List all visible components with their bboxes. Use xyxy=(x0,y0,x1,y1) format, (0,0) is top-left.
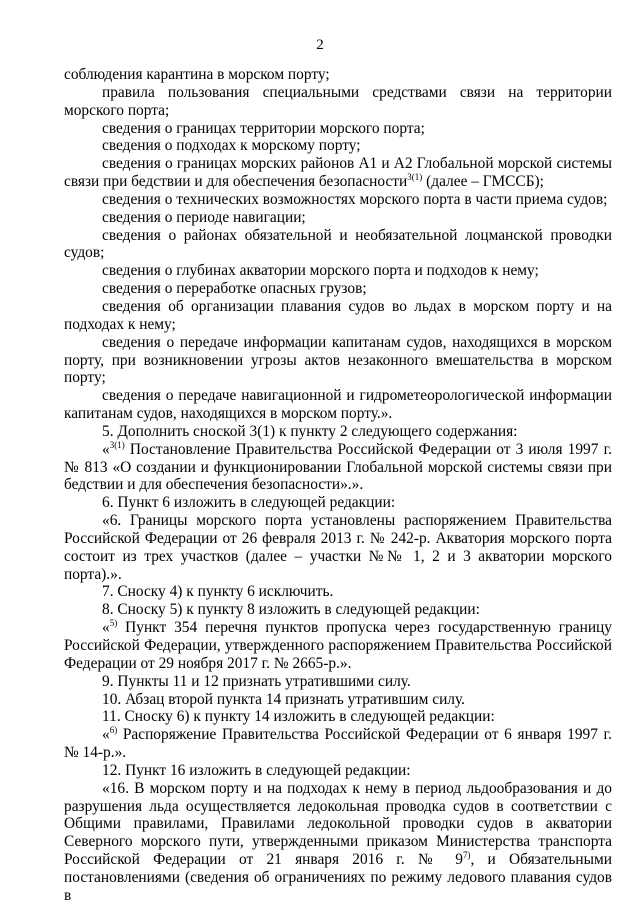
paragraph: сведения о передаче информации капитанам судов, находящихся в морском порту, при возникновении угрозы актов незаконного вмешательства в морском порту; xyxy=(64,333,612,387)
paragraph: сведения об организации плавания судов во льдах в морском порту и на подходах к нему; xyxy=(64,297,612,333)
footnote-ref: 3(1) xyxy=(407,172,423,183)
paragraph: сведения о технических возможностях морского порта в части приема судов; xyxy=(102,190,608,208)
paragraph-text: Распоряжение Правительства Российской Федерации от 6 января 1997 г. № 14-р.». xyxy=(64,726,612,762)
footnote-ref: 5) xyxy=(109,618,118,629)
paragraph-text: (далее – ГМССБ); xyxy=(422,173,544,191)
paragraph-text: сведения о границах морских районов А1 и А2 Глобальной морской системы связи при бедствии и для обеспечения безопасности xyxy=(64,155,612,191)
footnote-ref: 7) xyxy=(462,850,471,861)
paragraph: 7. Сноску 4) к пункту 6 исключить. xyxy=(102,583,334,601)
paragraph-text: « xyxy=(102,726,110,744)
paragraph xyxy=(64,619,612,673)
paragraph: сведения о границах территории морского порта; xyxy=(102,119,425,137)
paragraph-text: Пункт 354 перечня пунктов пропуска через государственную границу Российской Федерации, утвержденного распоряжением Правительства Российской Федерации от 29 ноября 2017 г. № 2665-р.». xyxy=(64,619,612,672)
paragraph xyxy=(64,441,612,495)
footnote-ref: 3(1) xyxy=(109,439,125,450)
page-number: 2 xyxy=(316,37,324,53)
paragraph xyxy=(64,780,612,905)
paragraph: сведения о подходах к морскому порту; xyxy=(102,137,361,155)
paragraph-text: Постановление Правительства Российской Федерации от 3 июля 1997 г. № 813 «О создании и функционировании Глобальной морской системы связи при бедствии и для обеспечения безопасности».». xyxy=(64,440,612,494)
paragraph: 12. Пункт 16 изложить в следующей редакции: xyxy=(102,761,411,779)
paragraph: сведения о глубинах акватории морского порта и подходов к нему; xyxy=(102,262,539,280)
footnote-ref: 6) xyxy=(109,725,118,736)
paragraph: сведения о переработке опасных грузов; xyxy=(102,280,367,298)
paragraph: 6. Пункт 6 изложить в следующей редакции: xyxy=(102,494,396,512)
paragraph: соблюдения карантина в морском порту; xyxy=(64,66,330,83)
paragraph: 11. Сноску 6) к пункту 14 изложить в следующей редакции: xyxy=(102,708,495,726)
document-body xyxy=(64,66,612,905)
paragraph: 5. Дополнить сноской 3(1) к пункту 2 следующего содержания: xyxy=(102,422,518,440)
paragraph: сведения о передаче навигационной и гидрометеорологической информации капитанам судов, находящихся в морском порту.». xyxy=(64,387,612,423)
paragraph: правила пользования специальными средствами связи на территории морского порта; xyxy=(64,83,612,119)
paragraph: «6. Границы морского порта установлены распоряжением Правительства Российской Федерации от 26 февраля 2013 г. № 242-р. Акватория морского порта состоит из трех участков (далее – участки №№ 1, 2 и 3 акватории морского порта).». xyxy=(64,512,612,583)
paragraph-text: , и Обязательными постановлениями (сведения об ограничениях по режиму ледового плавания судов в xyxy=(64,851,612,904)
paragraph: сведения о периоде навигации; xyxy=(102,208,306,226)
paragraph xyxy=(64,726,612,762)
paragraph-text: « xyxy=(102,440,110,458)
paragraph: 9. Пункты 11 и 12 признать утратившими силу. xyxy=(102,672,411,690)
paragraph: 10. Абзац второй пункта 14 признать утратившим силу. xyxy=(102,690,465,708)
paragraph: сведения о районах обязательной и необязательной лоцманской проводки судов; xyxy=(64,226,612,262)
paragraph-text: « xyxy=(102,619,110,637)
paragraph-text: «16. В морском порту и на подходах к нему в период льдообразования и до разрушения льда осуществляется ледокольная проводка судов в соответствии с Общими правилами, Правилами ледокольной проводки судов в акватории Северного морского пути, утвержденными приказом Министерства транспорта Российской Федерации от 21 января 2016 г. № 9 xyxy=(64,779,612,869)
paragraph: 8. Сноску 5) к пункту 8 изложить в следующей редакции: xyxy=(102,601,480,619)
paragraph xyxy=(64,155,612,191)
